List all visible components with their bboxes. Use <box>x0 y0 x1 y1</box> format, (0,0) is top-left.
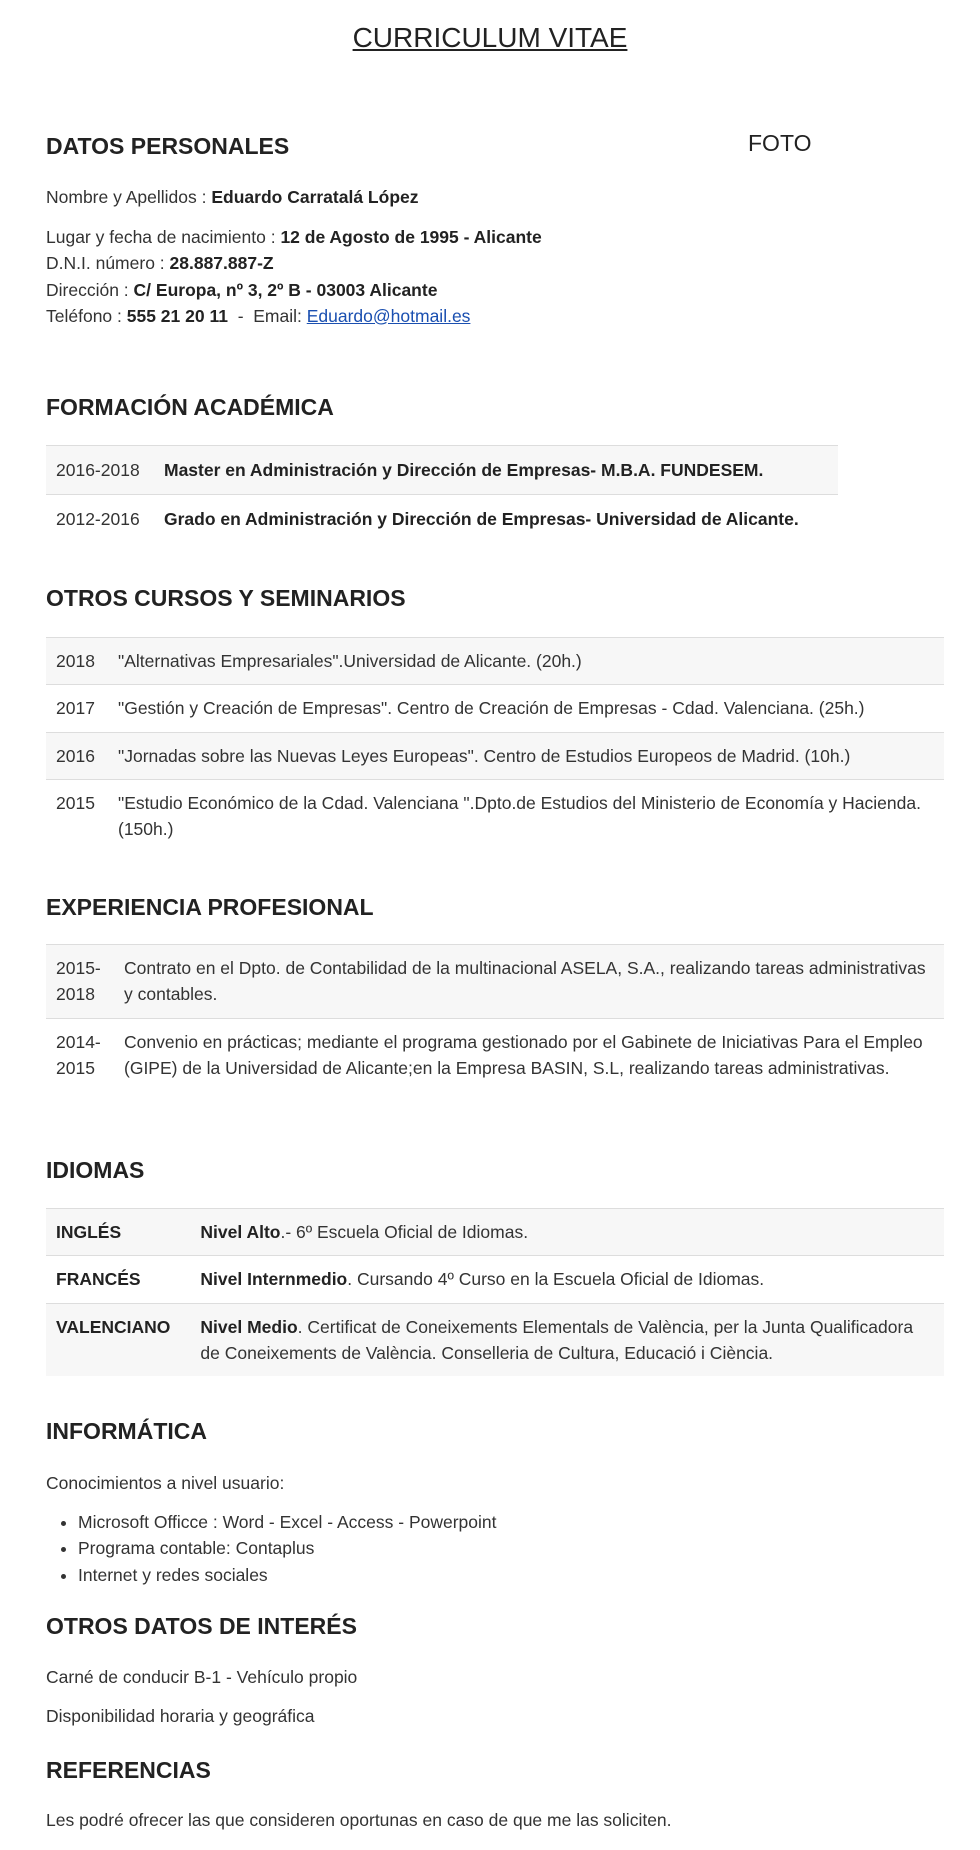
section-heading-experience: EXPERIENCIA PROFESIONAL <box>46 894 374 920</box>
language-name: FRANCÉS <box>46 1256 190 1303</box>
address-label: Dirección : <box>46 279 134 300</box>
language-level <box>190 1303 944 1376</box>
education-degree: Grado en Administración y Dirección de Empresas- Universidad de Alicante. <box>154 495 838 544</box>
education-years: 2012-2016 <box>46 495 154 544</box>
course-year: 2016 <box>46 732 108 779</box>
section-heading-it: INFORMÁTICA <box>46 1418 207 1444</box>
address-line <box>46 277 542 303</box>
email-link[interactable]: Eduardo@hotmail.es <box>306 305 471 326</box>
table-row <box>46 1018 944 1091</box>
language-name: INGLÉS <box>46 1209 190 1256</box>
experience-years: 2015-2018 <box>46 945 114 1019</box>
level-detail: .- 6º Escuela Oficial de Idiomas. <box>280 1222 529 1242</box>
it-intro: Conocimientos a nivel usuario: <box>46 1473 285 1493</box>
birth-value: 12 de Agosto de 1995 - Alicante <box>280 227 542 247</box>
experience-table <box>46 944 944 1091</box>
address-value: C/ Europa, nº 3, 2º B - 03003 Alicante <box>133 279 438 300</box>
phone-value: 555 21 20 11 <box>126 305 228 326</box>
list-item: • Programa contable: Contaplus <box>78 1535 497 1561</box>
name-label: Nombre y Apellidos : <box>46 187 212 207</box>
experience-text: Contrato en el Dpto. de Contabilidad de la multinacional ASELA, S.A., realizando tareas administrativas y contables. <box>114 945 944 1019</box>
personal-details <box>46 224 542 329</box>
section-heading-references: REFERENCIAS <box>46 1757 211 1783</box>
level-detail: . Cursando 4º Curso en la Escuela Oficial de Idiomas. <box>347 1269 765 1290</box>
languages-table <box>46 1208 944 1376</box>
level-label: Nivel Internmedio <box>200 1269 348 1290</box>
section-heading-education: FORMACIÓN ACADÉMICA <box>46 394 334 420</box>
birth-label: Lugar y fecha de nacimiento : <box>46 227 281 247</box>
course-text: "Estudio Económico de la Cdad. Valenciana ".Dpto.de Estudios del Ministerio de Economía y Hacienda. (150h.) <box>108 779 944 852</box>
table-row <box>46 945 944 1019</box>
level-label: Nivel Alto <box>200 1222 281 1242</box>
table-row <box>46 638 944 685</box>
table-row <box>46 1303 944 1376</box>
phone-label: Teléfono : <box>46 305 127 326</box>
course-year: 2018 <box>46 638 108 685</box>
table-row <box>46 732 944 779</box>
dni-line <box>46 250 542 276</box>
course-text: "Jornadas sobre las Nuevas Leyes Europeas". Centro de Estudios Europeos de Madrid. (10h.) <box>108 732 944 779</box>
list-item: • Microsoft Officce : Word - Excel - Access - Powerpoint <box>78 1509 497 1535</box>
section-heading-other: OTROS DATOS DE INTERÉS <box>46 1613 357 1639</box>
language-level <box>190 1209 944 1256</box>
language-name: VALENCIANO <box>46 1303 190 1376</box>
name-value: Eduardo Carratalá López <box>211 187 419 207</box>
course-text: "Gestión y Creación de Empresas". Centro de Creación de Empresas - Cdad. Valenciana. (25h.) <box>108 685 944 732</box>
dni-label: D.N.I. número : <box>46 253 170 274</box>
skills-list <box>46 1509 497 1588</box>
name-line <box>46 184 419 210</box>
language-level <box>190 1256 944 1303</box>
page-title: CURRICULUM VITAE <box>352 22 628 53</box>
email-label: - Email: <box>227 305 307 326</box>
table-row <box>46 1209 944 1256</box>
level-detail: . Certificat de Coneixements Elementals de València, per la Junta Qualificadora de Coneixements de València. Conselleria de Cultura, Educació i Ciència. <box>200 1316 914 1363</box>
education-years: 2016-2018 <box>46 446 154 495</box>
table-row <box>46 1256 944 1303</box>
courses-table <box>46 637 944 852</box>
section-heading-personal: DATOS PERSONALES <box>46 133 290 159</box>
birth-line <box>46 224 542 250</box>
education-degree: Master en Administración y Dirección de Empresas- M.B.A. FUNDESEM. <box>154 446 838 495</box>
photo-placeholder: FOTO <box>748 130 812 156</box>
references-text: Les podré ofrecer las que consideren oportunas en caso de que me las soliciten. <box>46 1810 672 1830</box>
course-year: 2015 <box>46 779 108 852</box>
table-row <box>46 779 944 852</box>
course-year: 2017 <box>46 685 108 732</box>
table-row <box>46 446 838 495</box>
dni-value: 28.887.887-Z <box>169 253 274 274</box>
list-item: • Internet y redes sociales <box>78 1562 497 1588</box>
experience-years: 2014-2015 <box>46 1018 114 1091</box>
other-line-1: Carné de conducir B-1 - Vehículo propio <box>46 1667 358 1687</box>
course-text: "Alternativas Empresariales".Universidad de Alicante. (20h.) <box>108 638 944 685</box>
education-table <box>46 445 838 544</box>
table-row <box>46 495 838 544</box>
table-row <box>46 685 944 732</box>
section-heading-languages: IDIOMAS <box>46 1157 145 1183</box>
section-heading-courses: OTROS CURSOS Y SEMINARIOS <box>46 585 406 611</box>
phone-line <box>46 303 542 329</box>
other-line-2: Disponibilidad horaria y geográfica <box>46 1706 315 1726</box>
experience-text: Convenio en prácticas; mediante el programa gestionado por el Gabinete de Iniciativas Para el Empleo (GIPE) de la Universidad de Alicante;en la Empresa BASIN, S.L, realizando tareas administrativas. <box>114 1018 944 1091</box>
level-label: Nivel Medio <box>200 1316 298 1337</box>
